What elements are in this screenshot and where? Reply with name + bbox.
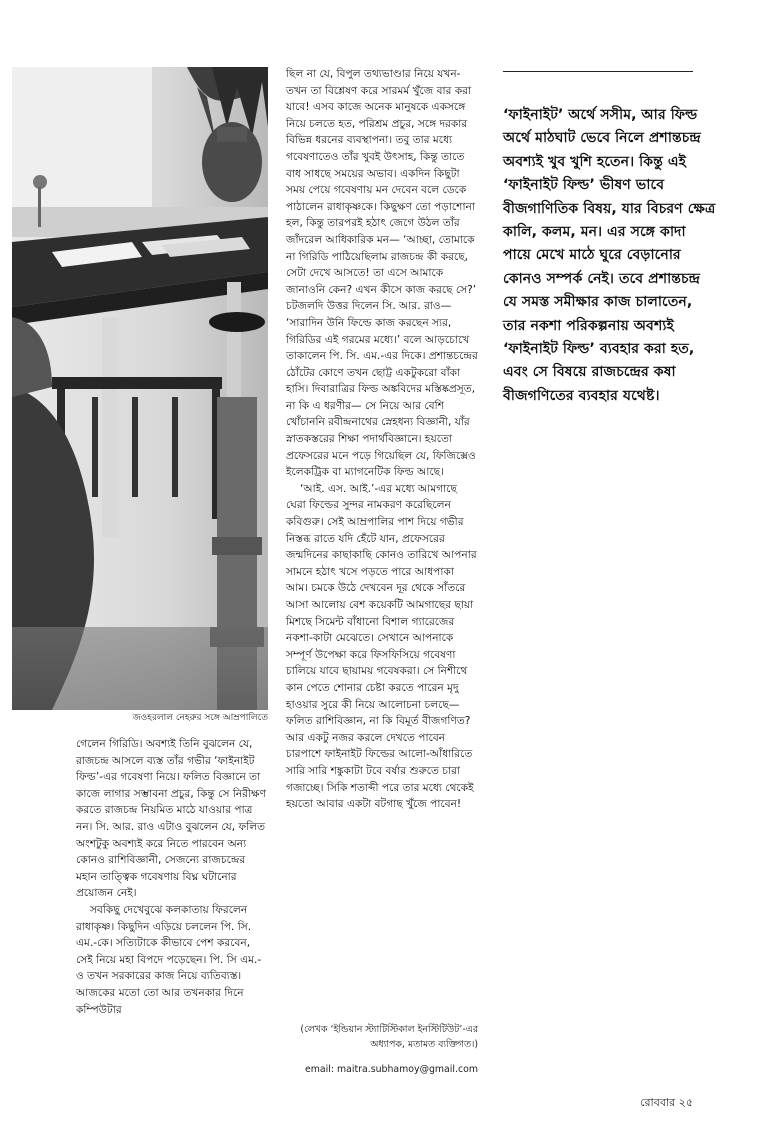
pull-quote-rule xyxy=(503,71,693,72)
body-paragraph: ছিল না যে, বিপুল তথ্যভাণ্ডার নিয়ে যখন-তখন তা বিশ্লেষণ করে সারমর্ম খুঁজে বার করা যাবে! এসব কাজে অনেক মানুষকে একসঙ্গে নিয়ে চলতে হত, পরিশ্রম প্রচুর, সঙ্গে দরকার বিভিন্ন ধরনের ব্যবস্থাপনা। তবু তার মধ্যে গবেষণাতেও তাঁর খুবই উৎসাহ, কিন্তু তাতে বাধ সাধছে সময়ের অভাব। একদিন কিছুটা সময় পেয়ে গবেষণায় মন দেবেন বলে ডেকে পাঠালেন রাধাকৃষ্ণকে। কিছুক্ষণ তো পড়াশোনা হল, কিন্তু তারপরই হঠাৎ জেগে উঠল তাঁর জাঁদরেল আধিকারিক মন— ‘আচ্ছা, তোমাকে না গিরিডি পাঠিয়েছিলাম রাজচন্দ্র কী করছে, সেটা দেখে আসতে! তা এসে আমাকে জানাওনি কেন? এখন কীসে কাজ করছে সে?’ চটজলদি উত্তর দিলেন সি. আর. রাও— ‘সারাদিন উনি ফিল্ডে কাজ করছেন স্যর, গিরিডির এই গরমের মধ্যে।’ বলে আড়চোখে তাকালেন পি. সি. এম.-এর দিকে। প্রশান্তচন্দ্রের ঠোঁটের কোণে তখন ছোট্ট একটুকরো বাঁকা হাসি। দিবারাত্রির ফিল্ড অঙ্কবিদের মস্তিষ্কপ্রসূত, না কি এ ধরণীর— সে নিয়ে আর বেশি খোঁচাননি রবীন্দ্রনাথের স্নেহধন্য বিজ্ঞানী, যাঁর স্নাতকস্তরের শিক্ষা পদার্থবিজ্ঞানে। হয়তো প্রফেসরের মনে পড়ে গিয়েছিল যে, ফিজিক্সেও ইলেকট্রিক বা ম্যাগনেটিক ফিল্ড আছে। xyxy=(286,68,478,479)
page-folio: রোববার ২৫ xyxy=(640,1096,693,1109)
photo-illustration xyxy=(12,67,268,710)
body-paragraph: গেলেন গিরিডি। অবশ্যই তিনি বুঝলেন যে, রাজচন্দ্র আসলে ব্যস্ত তাঁর গভীর ‘ফাইনাইট ফিল্ড’-এর গবেষণা নিয়ে। ফলিত বিজ্ঞানে তা কাজে লাগার সম্ভাবনা প্রচুর, কিন্তু সে নিরীক্ষণ করতে রাজচন্দ্র নিয়মিত মাঠে যাওয়ার পাত্র নন। সি. আর. রাও এটাও বুঝলেন যে, ফলিত অংশটুকু অবশ্যই করে নিতে পারবেন অন্য কোনও রাশিবিজ্ঞানী, সেজন্যে রাজচন্দ্রের মহান তাত্ত্বিক গবেষণায় বিঘ্ন ঘটানোর প্রয়োজন নেই। xyxy=(76,738,267,900)
article-photo xyxy=(12,67,268,710)
article-left-column xyxy=(76,736,268,1018)
author-email: email: maitra.subhamoy@gmail.com xyxy=(304,1064,478,1075)
body-paragraph: ‘আই. এস. আই.’-এর মধ্যে আমগাছে ঘেরা ফিল্ডের সুন্দর নামকরণ করেছিলেন কবিগুরু। সেই আম্রপালির পাশ দিয়ে গভীর নিস্তব্ধ রাতে যদি হেঁটে যান, প্রফেসরের জন্মদিনের কাছাকাছি কোনও তারিখে আপনার সামনে হঠাৎ খসে পড়তে পারে আধপাকা আম। চমকে উঠে দেখবেন দূর থেকে সাঁতরে আসা আলোয় বেশ কয়েকটি আমগাছের ছায়া মিশছে সিমেন্ট বাঁধানো বিশাল গ্যারেজের নকশা-কাটা মেঝেতে। সেখানে আপনাকে সম্পূর্ণ উপেক্ষা করে ফিসফিসিয়ে গবেষণা চালিয়ে যাবে ছায়াময় গবেষকরা। সে নিশীথে কান পেতে শোনার চেষ্টা করতে পারেন মৃদু হাওয়ার সুরে কী নিয়ে আলোচনা চলছে— ফলিত রাশিবিজ্ঞান, না কি বিমূর্ত বীজগণিত? আর একটু নজর করলে দেখতে পাবেন চারপাশে ফাইনাইট ফিল্ডের আলো-আঁধারিতে সারি সারি শঙ্কুকাটা টবে বর্ষার শুরুতে চারা গজাচ্ছে। সিকি শতাব্দী পরে তার মধ্যে থেকেই হয়তো আবার একটা বটগাছ খুঁজে পাবেন! xyxy=(286,482,477,811)
photo-caption: জওহরলাল নেহরুর সঙ্গে আম্রপালিতে xyxy=(132,713,268,723)
author-note: (লেখক ‘ইন্ডিয়ান স্ট্যাটিস্টিকাল ইনস্টিটিউট’-এর অধ্যাপক, মতামত ব্যক্তিগত।) xyxy=(300,1024,478,1050)
pull-quote: ‘ফাইনাইট’ অর্থে সসীম, আর ফিল্ড অর্থে মাঠঘাট ভেবে নিলে প্রশান্তচন্দ্র অবশ্যই খুব খুশি হতেন। কিন্তু এই ‘ফাইনাইট ফিল্ড’ ভীষণ ভাবে বীজগাণিতিক বিষয়, যার বিচরণ ক্ষেত্র কালি, কলম, মন। এর সঙ্গে কাদা পায়ে মেখে মাঠে ঘুরে বেড়ানোর কোনও সম্পর্ক নেই। তবে প্রশান্তচন্দ্র যে সমস্ত সমীক্ষার কাজ চালাতেন, তার নকশা পরিকল্পনায় অবশ্যই ‘ফাইনাইট ফিল্ড’ ব্যবহার করা হত, এবং সে বিষয়ে রাজচন্দ্রের কষা বীজগণিতের ব্যবহার যথেষ্ট। xyxy=(503,107,716,404)
body-paragraph: সবকিছু দেখেবুঝে কলকাতায় ফিরলেন রাধাকৃষ্ণ। কিছুদিন এড়িয়ে চললেন পি. সি. এম.-কে। সত্যিটাকে কীভাবে পেশ করবেন, সেই নিয়ে মহা বিপদে পড়েছেন। পি. সি এম.-ও তখন সরকারের কাজ নিয়ে ব্যতিব্যস্ত। আজকের মতো তো আর তখনকার দিনে কম্পিউটার xyxy=(76,903,262,1016)
article-middle-column xyxy=(286,66,478,813)
